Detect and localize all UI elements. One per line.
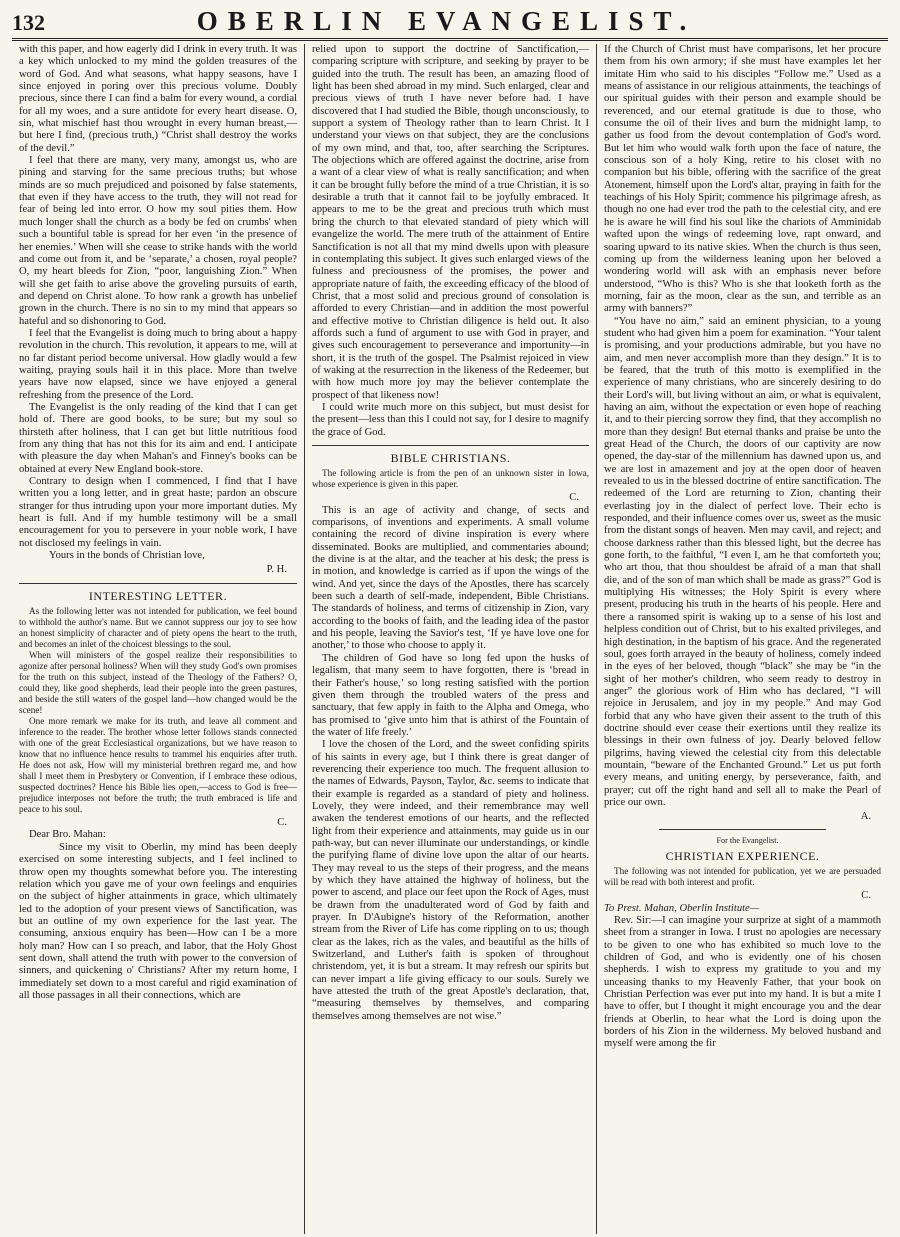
column-3 [596, 44, 888, 1234]
editor-initial: C. [277, 817, 287, 829]
paragraph: with this paper, and how eagerly did I drink in every truth. It was a key which unlocked to my mind the golden treasures of the word of God. And what seasons, what happy seasons, have I since enjoyed in poring over this precious volume. Doubly precious, since there I can find a balm for every wound, a cordial for all my woes, and a sure antidote for every heart disease. O, sin, what mischief hast thou wrought in every human breast,—but here I find, (precious truth,) “Christ shall destroy the works of the devil.” [19, 44, 297, 154]
journal-title: OBERLIN EVANGELIST. [196, 6, 697, 36]
paragraph: The Evangelist is the only reading of the kind that I can get hold of. There are good books, to be sure; but my soul so thirsteth after holiness, that I can get but little nutritious food from any thing that has not this for its aim and end. I anticipate with pleasure the day when Mahan's and Finney's books can be obtained at every New England book-store. [19, 401, 297, 475]
masthead [12, 6, 888, 41]
divider [312, 445, 589, 446]
address-line: To Prest. Mahan, Oberlin Institute— [604, 902, 760, 914]
editor-note: One more remark we make for its truth, and leave all comment and inference to the reader. The brother whose letter follows stands connected with one of the great Ecclesiastical organizations, but we have reason to know that no influence hence results to trammel his enquiries after truth. He does not ask, How will my ministerial brethren regard me, and how shall I meet them in Presbytery or Convention, if I embrace these odious, suspected doctrines? Hence his Bible lies open,—access to God is free—prejudice interposes not before the truth; the truth embraced is life and peace to his soul. [19, 716, 297, 815]
paragraph: “You have no aim,” said an eminent physician, to a young student who had given him a poem for examination. “Your talent is promising, and your productions admirable, but you have no aim, and men never accomplish more than they design.” It is to be feared, that the truth of this motto is exemplified in the experience of many christians, who are sincerely desiring to do their Lord's will, but living without an aim, or what is equivalent, having an aim, without the expectation or even hope of reaching it, and to their piercing sorrow they find, that they accomplish no more than they design! But eternal thanks and praise be unto the great Head of the Church, the doors of our captivity are now opened, the day-star of the millennium has dawned upon us, and we are lost in amazement and joy at the open door of heaven revealed to us in the blessed doctrine of entire sanctification. The redeemed of the Lord are returning to Zion, chanting their everlasting joy in the dialect of perfect love. Their echo is responded, and their influence comes over us, sweet as the music from the distant songs of heaven. Men may cavil, and reject; and choose darkness rather than this blessed light, but the decree has gone forth, to the faithful, “I even I, am he that comforteth you; who art thou, that thou shouldest be afraid of a man that shall die, and of the son of man which shall be made as grass?” God is multiplying His witnesses; the Holy Spirit is every where present, producing his truth in the hearts of his people. Here and there a ransomed spirit is waking up to a sense of his lost and helpless condition out of Christ, but to his exalted privileges, and high destination, in the baptism of his grace. And the regenerated soul, goes forth arrayed in the beauty of holiness, comely indeed in the eyes of her beloved, though “black” she may be “in the sight of her mother's children, who seem ready to destroy in anger” the glorious work of Him who has declared, “I will rejoice in Jerusalem, and joy in my people.” And may God forbid that any who have given their assent to the truth of this doctrine should ever cease their exertions until they realize its blessings in their own fulness of joy. Dearly beloved fellow pilgrims, having viewed the celestial city from this delectable mountain, “beware of the Enchanted Ground.” Let us put forth every means, and uniting energy, by perseverance, faith, and prayer; cut off the right hand and sell all to make the Pearl of price our own. [604, 315, 881, 808]
letter-text: Rev. Sir:—I can imagine your surprize at sight of a mammoth sheet from a stranger in Iowa. I trust no apologies are necessary to be given to one who has exhibited so much love to the children of God, and who is evidently one of his chosen shepherds. I wish to express my gratitude to you and my unceasing thanks to my Heavenly Father, that your book on Christian Perfection was ever put into my hand. It is but a mite I have to offer, but I thought it might encourage you and the dear friends at Oberlin, to hear what the Lord is doing upon the borders of his Zion in the wilderness. My beloved husband and myself were among the fir [604, 915, 881, 1050]
paragraph: The children of God have so long fed upon the husks of legalism, that many seem to have forgotten, there is ‘bread in their Father's house,’ so long resting satisfied with the portion given them through the troubled waters of the press and sanctuary, that few apply in faith to the Alpha and Omega, who has promised to ‘give unto him that is athirst of the Fountain of the water of life freely.’ [312, 652, 589, 738]
paragraph: I could write much more on this subject, but must desist for the present—less than this I could not say, for I desire to magnify the grace of God. [312, 401, 589, 438]
divider [659, 829, 825, 830]
paragraph: If the Church of Christ must have comparisons, let her procure them from his own armory; if she must have examples let her imitate Him who said to his disciples “Follow me.” Used as a means of assistance in our religious attainments, the teachings of our spiritual guides with their person and example should be reverenced, and our eternal gratitude is due to those, who consume the oil of their lives and burn the midnight lamp, to gather us food from the devout contemplation of God's word. But let him who would walk forth upon the face of nature, the conscious son of a holy King, retire to his closet with no companion but his bible, offering with the sacrifice of the great Atonement, himself upon the Lord's altar, praying in faith for the teachings of his Holy Spirit; commence his pilgrimage afresh, as though no one had ever trod the path to the celestial city, and ere he is aware he will find his soul like the chariots of Amminidab wafted upon the wings of redeeming love, rapt onward, and soaring upward to its native skies. When the church is thus seen, coming up from the wilderness leaning upon her beloved a wondering world will ask with an emphasis never before understood, “Who is this? Who is she that looketh forth as the morning, fair as the moon, clear as the sun, and terrible as an army with banners?” [604, 44, 881, 315]
column-2 [304, 44, 596, 1234]
closing-line: Yours in the bonds of Christian love, [49, 550, 205, 562]
divider [19, 583, 297, 584]
article-columns [12, 44, 888, 1234]
signature: A. [860, 811, 871, 823]
column-1 [12, 44, 304, 1234]
paragraph: Contrary to design when I commenced, I find that I have written you a long letter, and in great haste; pardon an obscure stranger for thus intruding upon your more important duties. My heart is full. And if my humble testimony will be a small encouragement for you to persevere in your noble work, I have not disclosed my feelings in vain. [19, 476, 297, 549]
paragraph: relied upon to support the doctrine of Sanctification,—comparing scripture with scripture, and seeking by prayer to be guided into the truth. The result has been, an amazing flood of light has been shed abroad in my mind. Such enlarged, clear and precious views of truth I have never before had. I have discovered that I had studied the Bible, though unconsciously, to support a system of Theology rather than to learn Christ. It I understand your views on that subject, they are the conclusions of my own mind, and that, too, after searching the Scriptures. The objections which are offered against the doctrine, arise from a want of a clear view of what is really sanctification; and when it can be brought fully before the mind of a true Christian, it is so desirable a truth that it cannot fail to be joyfully embraced. It appears to me to be the great and precious truth which must bring the church to that elevated standard of piety which will evangelize the world. The mere truth of the attainment of Entire Sanctification is not all that my mind dwells upon with pleasure in contemplating this subject. It gives such enlarged views of the fulness and preciousness of the promises, the power and appropriate nature of faith, the exceeding efficacy of the blood of Christ, that a most solid and precious ground of consolation is afforded to every Christian—and in addition the most powerful and effective motive to Christian diligence is held out. It also affords such a fund of argument to use with God in prayer, and gives such encouragement to perseverance and importunity—in short, it is the truth of the gospel. The Psalmist rejoiced in view of waking at the resurrection in the likeness of the Redeemer, but with how much more joy may the believer contemplate the prospect of that likeness now! [312, 44, 589, 401]
paragraph: I love the chosen of the Lord, and the sweet confiding spirits of his saints in every age, but I think there is great danger of reverencing their experience too much. The frequent allusion to the names of Edwards, Payson, Taylor, &c. seems to indicate that their example is regarded as a standard of piety and holiness. Lovely, they were indeed, and their remembrance may well awaken the tenderest emotions of our hearts, and the reflected light from their experience and attainments, may guide us in our path-way, but can never illuminate our understandings, or kindle the purifying flame of divine love upon the altar of our hearts. They may reveal to us the steps of their progress, and the means by which they have attained the highway of holiness, but the power to ascend, and place our feet upon the Rock of Ages, must be drawn from the unadulterated word of God by faith and prayer. In D'Aubigne's history of the Reformation, another stream from the River of Life has come rippling on to us; though clear as the lakes, rich as the vales, and beautiful as the hills of Switzerland, and Luther's faith is spoken of throughout christendom, yet, it is but a stream. It may refresh our spirits but can never impart a life giving efficacy to our souls. Surely we have attested the truth of the great Apostle's declaration, that, “measuring themselves by themselves, and comparing themselves among themselves are not wise.” [312, 739, 589, 1022]
intro-note: The following was not intended for publication, yet we are persuaded will be read with both interest and profit. [604, 866, 881, 888]
paragraph: I feel that there are many, very many, amongst us, who are pining and starving for the same precious truths; but whose minds are so much prejudiced and poisoned by false statements, that even if they have access to the truth, they will not read for fear of being led into error. O how my soul pities them. How much longer shall the church as a body be fed on crumbs' when such a bountiful table is spread for her even ‘in the presence of her enemies.’ When will she cease to strike hands with the world and come out from it, and be ‘separate,’ a chosen, royal people? O, my heart bleeds for Zion, “poor, languishing Zion.” When will she get faith to arise above the groveling pursuits of earth, and depend on Christ alone. To how rank a growth has unbelief grown in the church. There is no sin to my mind that appears so hateful and so dishonoring to God. [19, 155, 297, 327]
editor-initial: C. [569, 492, 579, 504]
paragraph: I feel that the Evangelist is doing much to bring about a happy revolution in the church. This revolution, it appears to me, will at no far distant period become universal. How gladly would a few waiting, praying souls hail it in this place. More than twelve years have now elapsed, since we have enjoyed a general refreshing from the presence of the Lord. [19, 327, 297, 401]
page-number: 132 [12, 10, 45, 35]
signature: P. H. [266, 564, 287, 576]
intro-note: The following article is from the pen of an unknown sister in Iowa, whose experience is given in this paper. [312, 468, 589, 490]
paragraph: This is an age of activity and change, of sects and comparisons, of inventions and experiments. A small volume containing the record of divine inspiration is every where disseminated. Books are multiplied, and commentaries abound; the divine is at the altar, and the teacher at his desk; the press is in motion, and knowledge is carried as if upon the wings of the wind. And yet, since the days of the Apostles, there has scarcely been such a dearth of self-made, independent, Bible Christians. The standards of holiness, and terms of citizenship in Zion, vary according to the books of faith, and the leading idea of the pastor and his people, leaving the Savior's test, ‘If ye have love one for another,’ to those who choose to apply it. [312, 504, 589, 652]
section-heading: CHRISTIAN EXPERIENCE. [665, 849, 820, 863]
letter-text: Since my visit to Oberlin, my mind has been deeply exercised on some interesting subjects, and I feel inclined to throw open my thoughts somewhat before you. The interesting relation which you gave me of your own feelings and enquiries on the subject of higher attainments in grace, which ultimately led to the adoption of your present views of Sanctification, was but an outline of my own experience for the last year. The consuming, anxious enquiry has been—How can I be a more holy man? How can I so preach, and labor, that the Holy Ghost sent down, shall attend the truth with power to the conversion of sinners, and quickening o' Christians? After my return home, I immediately set down to a most careful and rigid examination of all those passages in all their connections, which are [19, 841, 297, 1001]
editor-note: When will ministers of the gospel realize their responsibilities to agonize after personal holiness? When will they study God's own promises for the truth on this subject, instead of the Theology of the Fathers? O, could they, like good shepherds, lead their people into the green pastures, and beside the still waters of the gospel land—how changed would be the scene! [19, 650, 297, 716]
editor-initial: C. [861, 890, 871, 902]
editor-note: As the following letter was not intended for publication, we feel bound to withhold the author's name. But we cannot suppress our joy to see how an honest simplicity of character and of piety opens the heart to the truth, and becomes an inlet of the choicest blessings to the soul. [19, 606, 297, 650]
section-heading: INTERESTING LETTER. [88, 588, 228, 603]
for-line: For the Evangelist. [716, 835, 779, 845]
section-heading: BIBLE CHRISTIANS. [390, 451, 511, 465]
salutation: Dear Bro. Mahan: [29, 829, 106, 841]
